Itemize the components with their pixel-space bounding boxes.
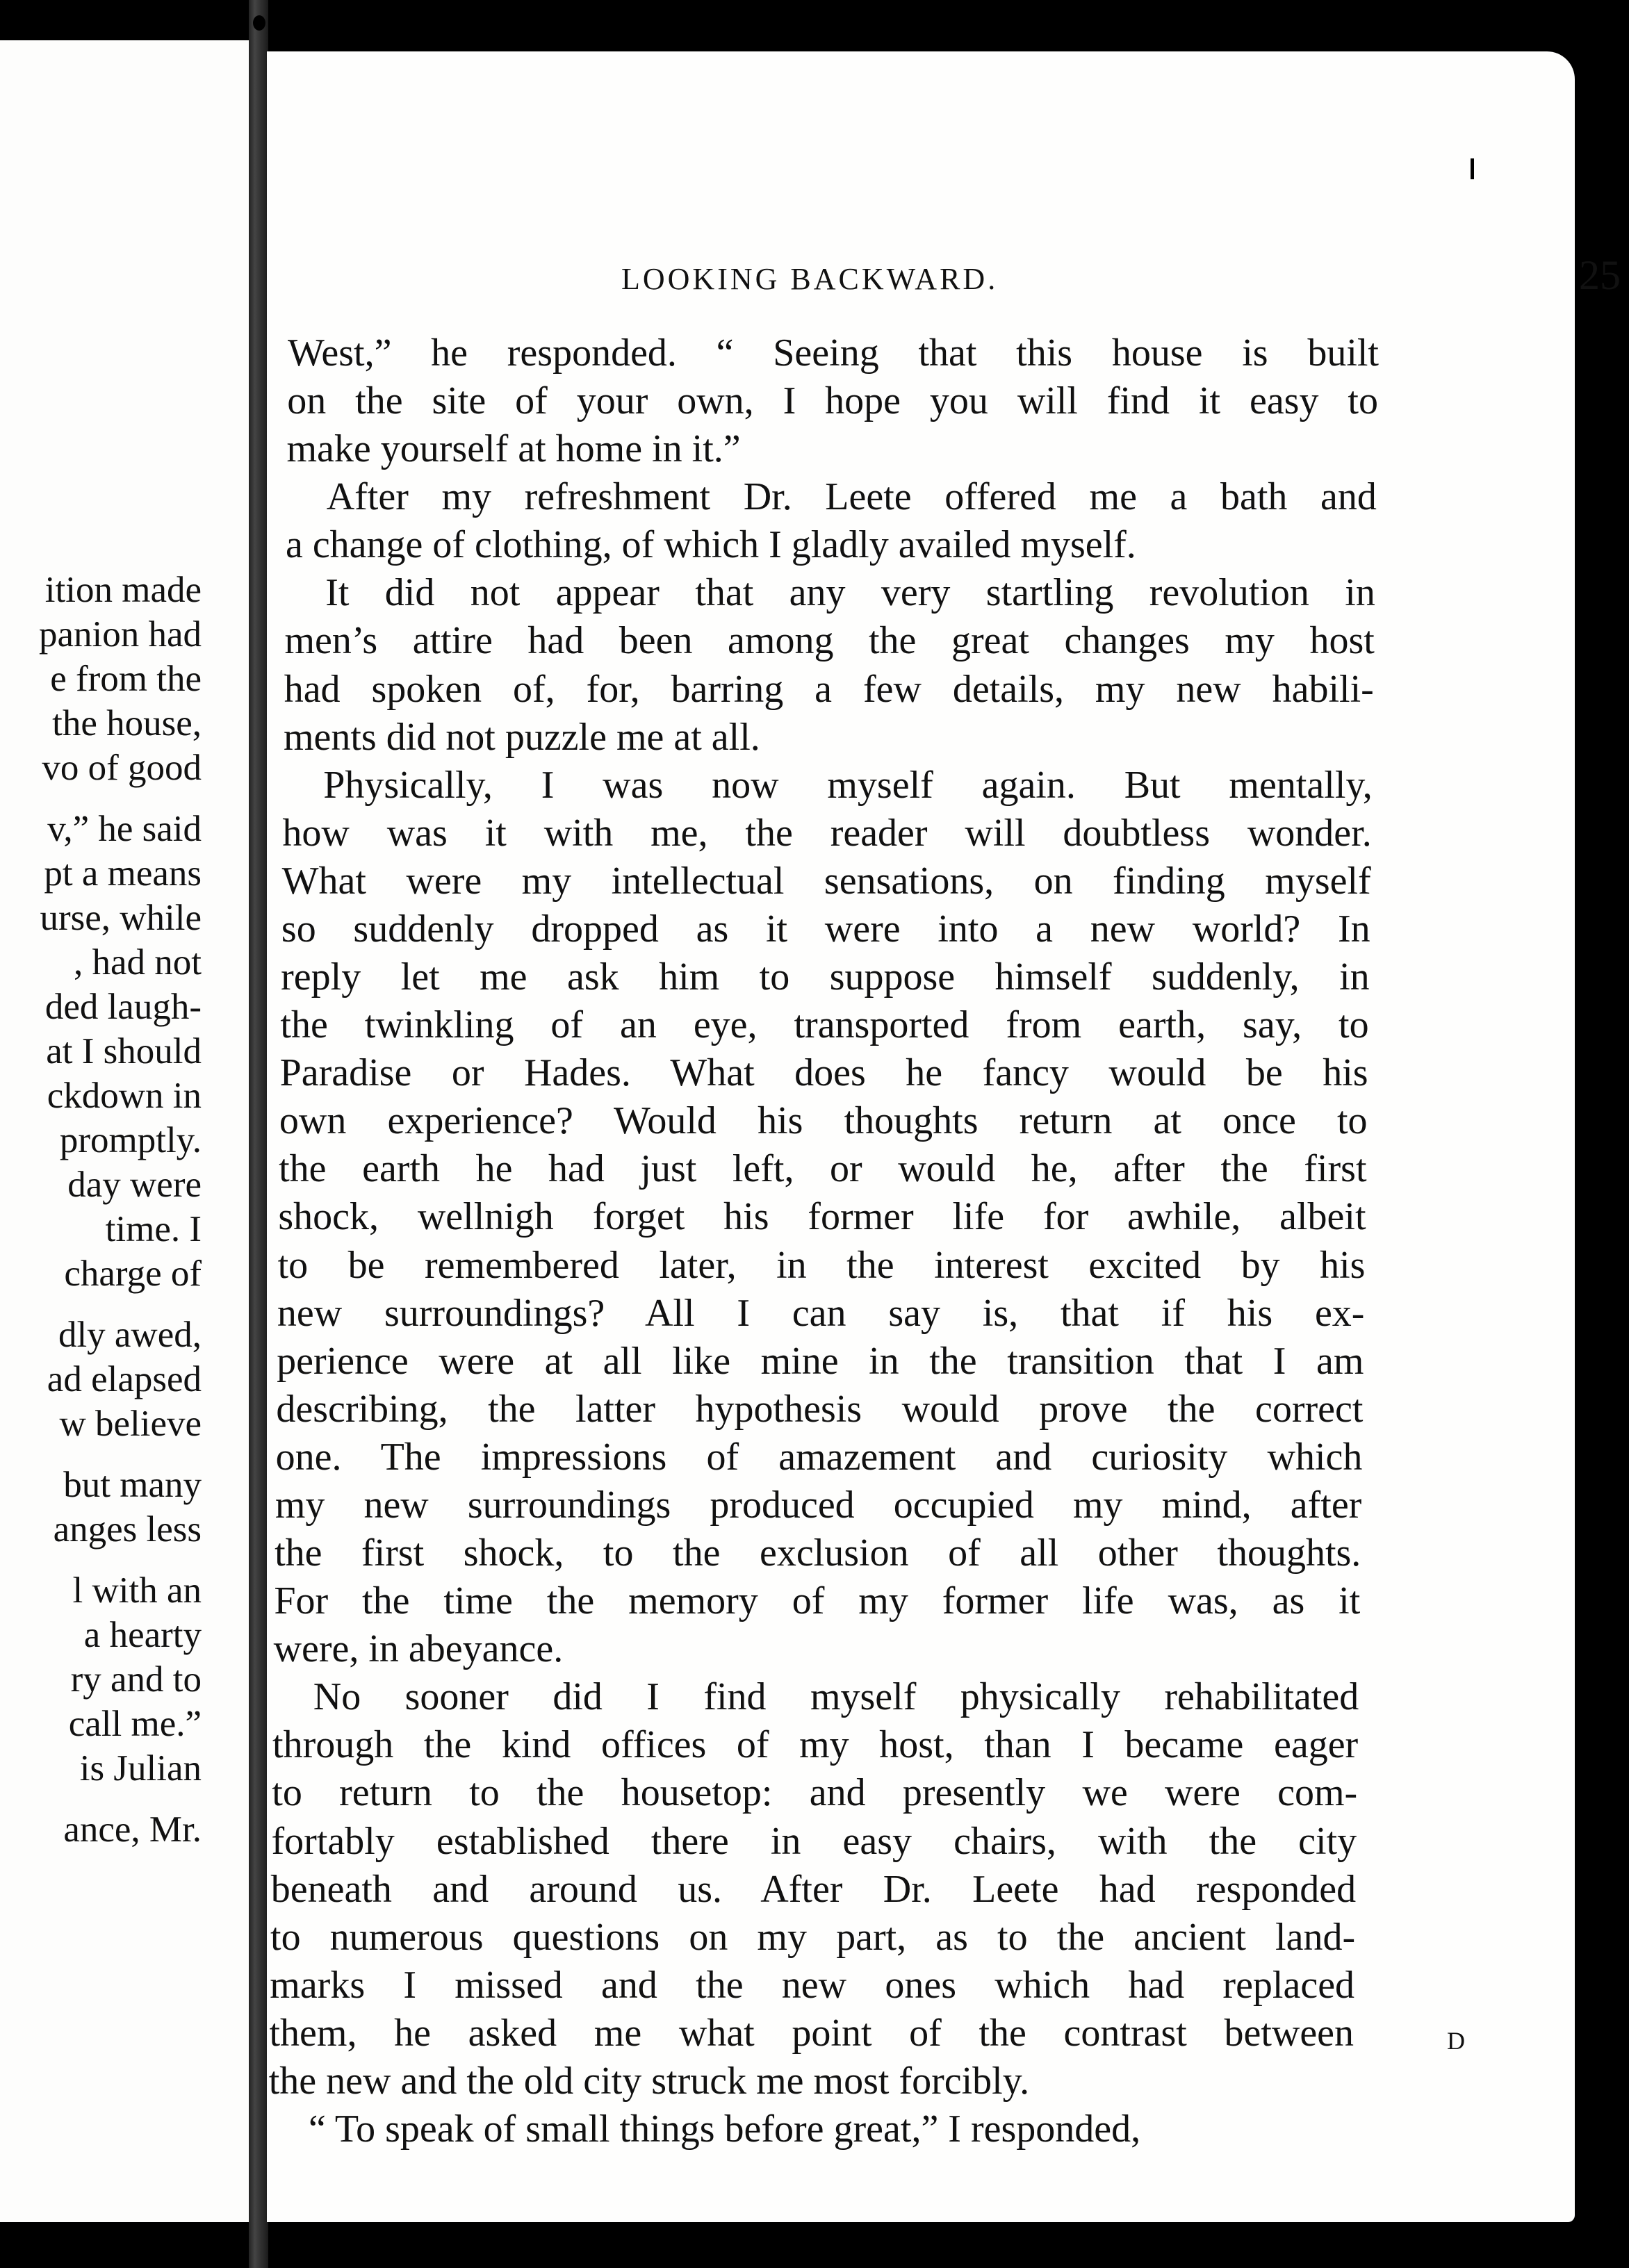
text-line: on the site of your own, I hope you will find it easy to	[287, 379, 1378, 423]
text-line: After my refreshment Dr. Leete offered me a bath and	[326, 475, 1377, 519]
text-line: one. The impressions of amazement and curiosity which	[275, 1435, 1363, 1479]
left-page-line: time. I	[105, 1209, 202, 1249]
text-line: West,” he responded. “ Seeing that this house is built	[288, 331, 1379, 375]
text-line: shock, wellnigh forget his former life for awhile, albeit	[278, 1195, 1366, 1239]
text-line: What were my intellectual sensations, on finding myself	[281, 859, 1371, 903]
signature-mark: D	[1447, 2027, 1465, 2055]
text-line: perience were at all like mine in the transition that I am	[277, 1339, 1364, 1383]
text-line: how was it with me, the reader will doubtless wonder.	[282, 811, 1372, 855]
text-line: ments did not puzzle me at all.	[283, 715, 760, 759]
book-gutter	[249, 0, 268, 2268]
scan-speck	[1471, 158, 1474, 179]
left-page-line: e from the	[50, 659, 202, 699]
text-line: marks I missed and the new ones which had replaced	[270, 1963, 1355, 2007]
text-line: It did not appear that any very startling revolution in	[325, 571, 1375, 615]
left-page-line: , had not	[74, 942, 202, 983]
left-page-line: at I should	[46, 1031, 202, 1071]
left-page-line: ance, Mr.	[63, 1809, 202, 1850]
text-line: them, he asked me what point of the contrast between	[269, 2011, 1354, 2055]
text-line: fortably established there in easy chairs, with the city	[271, 1819, 1357, 1863]
left-page-line: ry and to	[70, 1659, 202, 1700]
text-line: “ To speak of small things before great,” I responded,	[309, 2107, 1141, 2151]
left-page-line: ded laugh-	[44, 987, 202, 1027]
text-line: reply let me ask him to suppose himself suddenly, in	[281, 955, 1370, 999]
left-page-line: a hearty	[83, 1615, 202, 1655]
text-line: make yourself at home in it.”	[286, 427, 741, 471]
left-page-line: urse, while	[40, 898, 202, 938]
text-line: the first shock, to the exclusion of all other thoughts.	[275, 1531, 1361, 1575]
text-line: Physically, I was now myself again. But mentally,	[323, 763, 1373, 807]
text-line: to be remembered later, in the interest excited by his	[277, 1243, 1366, 1287]
page-body-text	[267, 51, 1575, 2222]
text-line: the twinkling of an eye, transported from earth, say, to	[280, 1003, 1369, 1047]
text-line: the new and the old city struck me most forcibly.	[268, 2059, 1030, 2103]
left-page-line: l with an	[72, 1570, 202, 1611]
left-page-line: ckdown in	[47, 1076, 202, 1116]
left-page-line: ition made	[44, 570, 202, 610]
text-line: had spoken of, for, barring a few details, my new habili-	[284, 667, 1374, 711]
text-line: to return to the housetop: and presently we were com-	[272, 1771, 1358, 1815]
text-line: my new surroundings produced occupied my mind, after	[275, 1483, 1362, 1527]
right-page	[267, 51, 1621, 2222]
left-page-fragment	[0, 40, 250, 2222]
text-line: For the time the memory of my former life was, as it	[274, 1579, 1361, 1623]
left-page-line: charge of	[64, 1254, 202, 1294]
left-page-line: day were	[67, 1165, 202, 1205]
text-line: No sooner did I find myself physically rehabilitated	[313, 1675, 1359, 1719]
text-line: were, in abeyance.	[273, 1627, 564, 1671]
left-page-line: call me.”	[68, 1704, 202, 1744]
text-line: men’s attire had been among the great changes my host	[284, 619, 1375, 663]
left-page-line: is Julian	[79, 1748, 202, 1789]
text-line: beneath and around us. After Dr. Leete had responded	[270, 1867, 1357, 1911]
left-page-line: pt a means	[44, 853, 202, 894]
left-page-line: anges less	[53, 1509, 202, 1550]
text-line: the earth he had just left, or would he, after the first	[279, 1147, 1367, 1191]
scan-speck	[253, 15, 265, 31]
text-line: new surroundings? All I can say is, that if his ex-	[277, 1291, 1365, 1335]
text-line: describing, the latter hypothesis would prove the correct	[276, 1387, 1364, 1431]
text-line: through the kind offices of my host, than I became eager	[272, 1723, 1359, 1767]
left-page-line: panion had	[38, 614, 202, 655]
left-page-line: dly awed,	[58, 1315, 202, 1355]
running-title: LOOKING BACKWARD.	[621, 262, 999, 296]
text-line: a change of clothing, of which I gladly availed myself.	[285, 523, 1136, 567]
left-page-line: ad elapsed	[47, 1359, 202, 1399]
left-page-line: vo of good	[42, 748, 202, 788]
left-page-line: but many	[63, 1465, 202, 1505]
left-page-line: the house,	[52, 703, 202, 743]
page-number: 25	[1579, 252, 1621, 298]
text-line: to numerous questions on my part, as to the ancient land-	[270, 1915, 1356, 1959]
left-page-line: w believe	[59, 1404, 202, 1444]
text-line: Paradise or Hades. What does he fancy would be his	[279, 1051, 1368, 1095]
text-line: own experience? Would his thoughts return at once to	[279, 1099, 1368, 1143]
text-line: so suddenly dropped as it were into a new world? In	[281, 907, 1370, 951]
left-page-line: promptly.	[59, 1120, 202, 1160]
left-page-line: v,” he said	[47, 809, 202, 849]
